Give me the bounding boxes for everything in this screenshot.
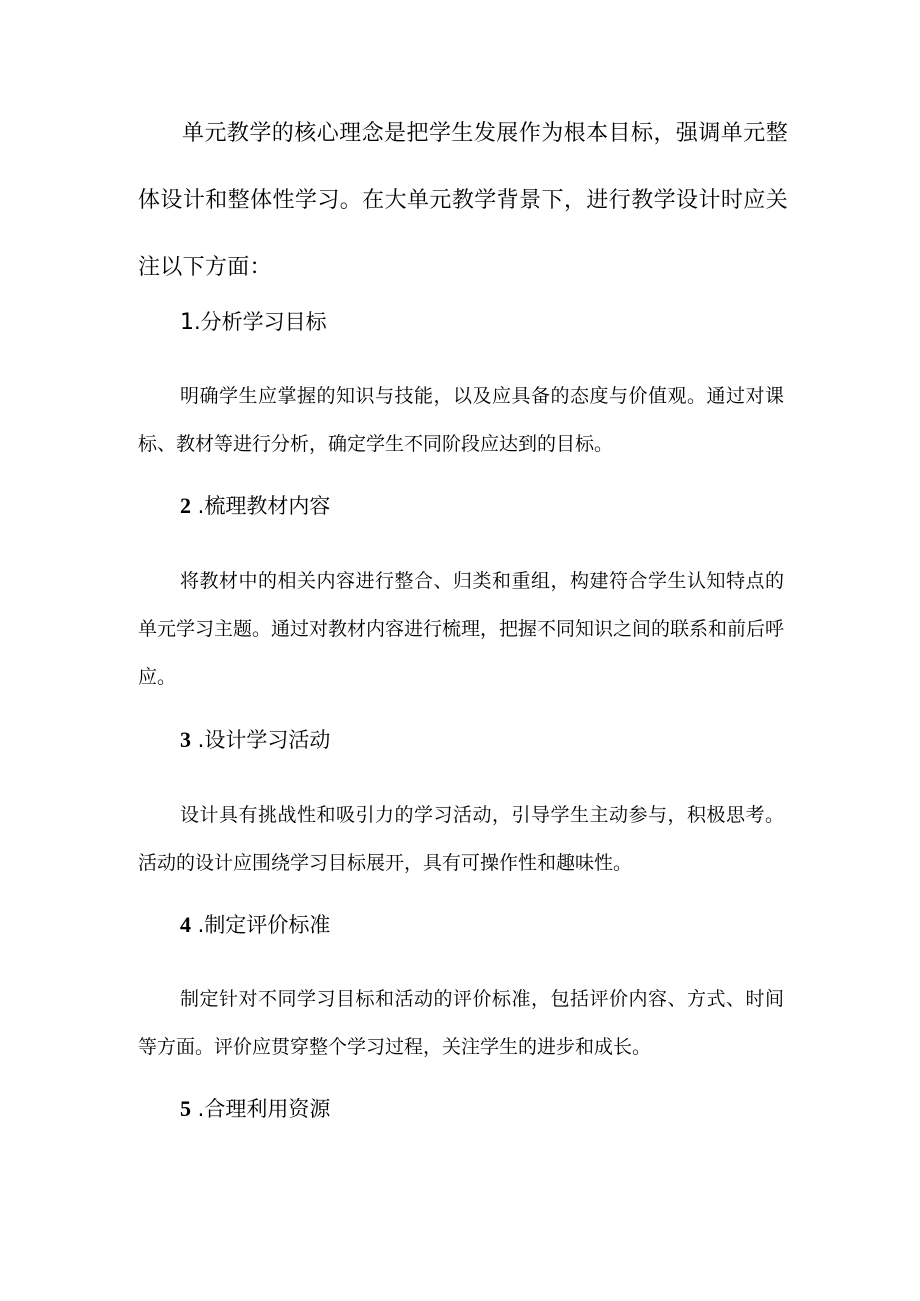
section-body-1: 明确学生应掌握的知识与技能，以及应具备的态度与价值观。通过对课标、教材等进行分析，确定学生不同阶段应达到的目标。 <box>138 385 784 455</box>
section-number-3: 3 <box>180 727 191 752</box>
section-title-1: .分析学习目标 <box>194 310 327 334</box>
section-number-5: 5 <box>180 1096 191 1121</box>
section-body-2: 将教材中的相关内容进行整合、归类和重组，构建符合学生认知特点的单元学习主题。通过对教材内容进行梳理，把握不同知识之间的联系和前后呼应。 <box>138 570 785 688</box>
section-heading-5 <box>180 1094 330 1124</box>
section-title-2: .梳理教材内容 <box>191 494 331 518</box>
section-body-3: 设计具有挑战性和吸引力的学习活动，引导学生主动参与，积极思考。活动的设计应围绕学习目标展开，具有可操作性和趣味性。 <box>138 804 784 874</box>
section-title-5: .合理利用资源 <box>191 1097 331 1121</box>
section-heading-4 <box>180 910 330 940</box>
section-heading-1 <box>180 307 327 338</box>
section-body-4: 制定针对不同学习目标和活动的评价标准，包括评价内容、方式、时间等方面。评价应贯穿整个学习过程，关注学生的进步和成长。 <box>138 988 784 1058</box>
section-title-4: .制定评价标准 <box>191 913 331 937</box>
section-number-4: 4 <box>180 912 191 937</box>
intro-paragraph: 单元教学的核心理念是把学生发展作为根本目标，强调单元整体设计和整体性学习。在大单元教学背景下，进行教学设计时应关注以下方面： <box>138 121 788 280</box>
section-heading-2 <box>180 491 330 521</box>
section-heading-3 <box>180 725 330 755</box>
section-title-3: .设计学习活动 <box>191 728 331 752</box>
section-number-2: 2 <box>180 493 191 518</box>
section-number-1: 1 <box>180 310 194 335</box>
